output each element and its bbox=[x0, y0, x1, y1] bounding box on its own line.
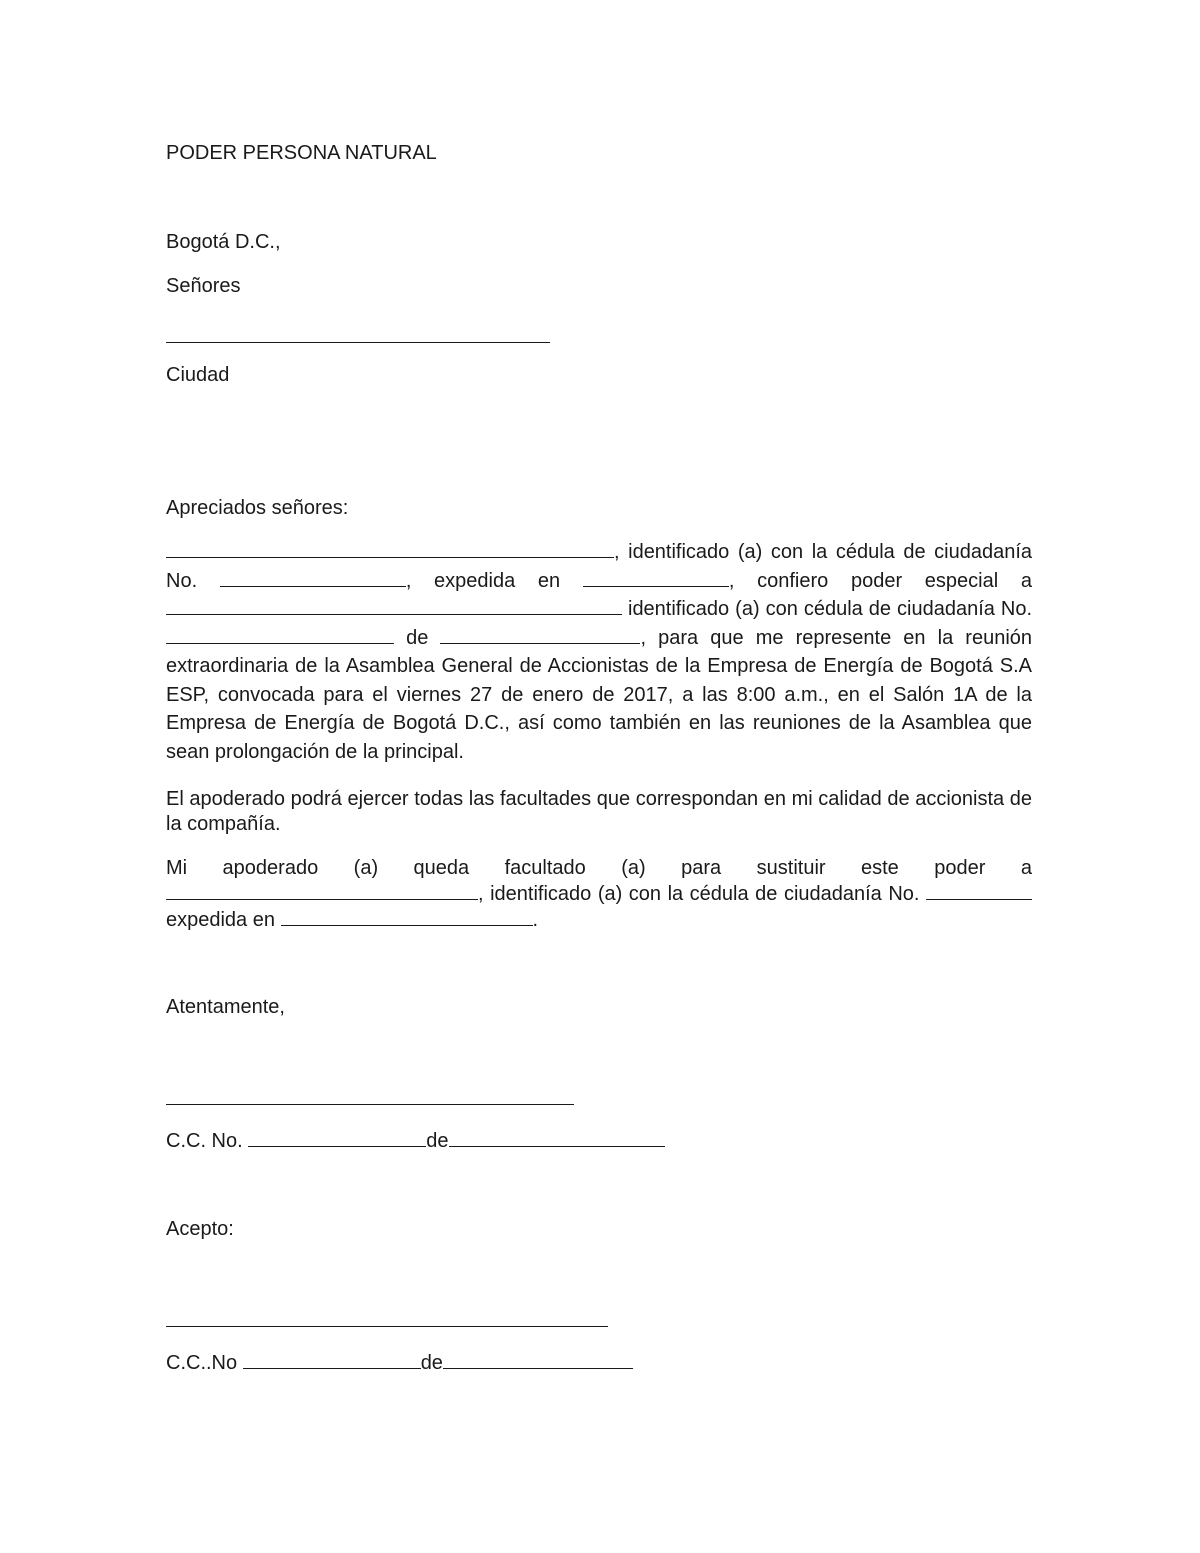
grantor-name-blank bbox=[166, 539, 614, 558]
body-p3-c: expedida en bbox=[166, 909, 281, 931]
attorney-cc-blank bbox=[243, 1350, 421, 1369]
salutation-recipient: Señores bbox=[166, 275, 241, 297]
grantor-cc-label: C.C. No. bbox=[166, 1130, 249, 1152]
grantor-id-blank bbox=[220, 568, 406, 587]
attorney-issued-blank bbox=[440, 625, 640, 644]
signature-line-attorney bbox=[166, 1326, 608, 1327]
accept-label: Acepto: bbox=[166, 1218, 234, 1240]
document-title: PODER PERSONA NATURAL bbox=[166, 142, 437, 164]
body-paragraph-3 bbox=[166, 856, 1032, 933]
recipient-blank-line bbox=[166, 342, 550, 343]
closing: Atentamente, bbox=[166, 996, 285, 1018]
grantor-issued-blank bbox=[583, 568, 729, 587]
substitute-issued-blank bbox=[281, 907, 533, 926]
substitute-name-blank bbox=[166, 881, 478, 900]
body-p3-a: Mi apoderado (a) queda facultado (a) para sustituir este poder a bbox=[166, 857, 1032, 879]
body-paragraph-2: El apoderado podrá ejercer todas las facultades que correspondan en mi calidad de accionista de la compañía. bbox=[166, 788, 1032, 835]
grantor-cc-blank bbox=[248, 1128, 426, 1147]
grantor-de-label: de bbox=[426, 1130, 449, 1152]
attorney-cc-label: C.C..No bbox=[166, 1352, 243, 1374]
body-paragraph-1 bbox=[166, 538, 1032, 766]
grantor-cc-line bbox=[166, 1128, 665, 1153]
substitute-id-blank bbox=[926, 881, 1032, 900]
attorney-cc-line bbox=[166, 1350, 633, 1375]
body-p1-f: , para que me represente en la reunión extraordinaria de la Asamblea General de Accionistas de la Empresa de Energía de Bogotá S.A ESP, convocada para el viernes 27 de enero de 2017, a las 8:00 a.m., en el Salón 1A de la Empresa de Energía de Bogotá D.C., así como también en las reuniones de la Asamblea que sean prolongación de la principal. bbox=[166, 626, 1033, 763]
grantor-cc-place-blank bbox=[449, 1128, 665, 1147]
attorney-name-blank bbox=[166, 596, 622, 615]
body-p1-d: identificado (a) con cédula de ciudadanía No. bbox=[622, 598, 1032, 620]
body-p1-c: , confiero poder especial a bbox=[728, 569, 1032, 592]
signature-line-grantor bbox=[166, 1104, 574, 1105]
greeting: Apreciados señores: bbox=[166, 497, 349, 519]
body-p3-b: , identificado (a) con la cédula de ciudadanía No. bbox=[478, 883, 926, 905]
city-date: Bogotá D.C., bbox=[166, 231, 281, 253]
attorney-de-label: de bbox=[420, 1352, 443, 1374]
attorney-id-blank bbox=[166, 625, 394, 644]
body-p3-d: . bbox=[532, 909, 539, 931]
body-p1-e: de bbox=[394, 626, 441, 649]
body-p1-b: , expedida en bbox=[405, 569, 583, 592]
body-p1-a: , identificado (a) con la cédula de ciudadanía No. bbox=[166, 541, 1032, 592]
attorney-cc-place-blank bbox=[443, 1350, 633, 1369]
city-label: Ciudad bbox=[166, 364, 230, 386]
